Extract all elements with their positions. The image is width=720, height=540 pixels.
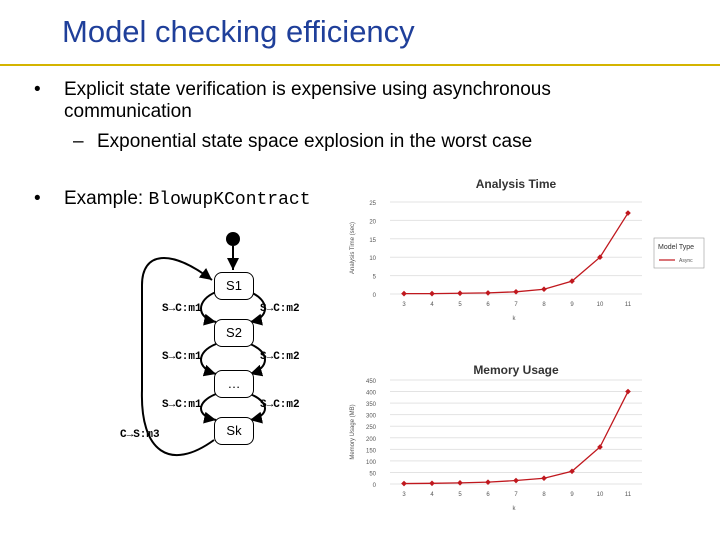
bullet-1-line-2: communication xyxy=(64,101,192,122)
data-point xyxy=(457,290,463,296)
x-tick-label: 8 xyxy=(542,492,546,498)
edge-dots-sk-left xyxy=(201,394,216,420)
legend-entry: Async xyxy=(679,258,693,264)
x-tick-label: 4 xyxy=(430,492,434,498)
x-tick-label: 10 xyxy=(596,492,604,498)
y-tick-label: 15 xyxy=(369,237,376,244)
state-ellipsis: … xyxy=(214,370,254,398)
label-left-3: S→C:m1 xyxy=(162,399,202,411)
state-s1: S1 xyxy=(214,272,254,300)
charts-area xyxy=(342,168,720,536)
x-tick-label: 10 xyxy=(596,302,604,308)
y-tick-label: 200 xyxy=(365,436,376,443)
chart-title: Memory Usage xyxy=(473,363,559,377)
label-right-1: S→C:m2 xyxy=(260,303,300,315)
data-point xyxy=(401,481,407,487)
slide-title: Model checking efficiency xyxy=(62,14,415,49)
x-tick-label: 11 xyxy=(624,302,632,308)
bullet-marker: • xyxy=(34,79,41,100)
data-point xyxy=(485,290,491,296)
bullet-2-prefix: Example: xyxy=(64,188,149,209)
label-left-2: S→C:m1 xyxy=(162,351,202,363)
y-axis-label: Analysis Time (sec) xyxy=(350,221,356,275)
x-tick-label: 8 xyxy=(542,302,546,308)
y-tick-label: 400 xyxy=(365,390,376,397)
y-axis-label: Memory Usage (MB) xyxy=(350,404,356,460)
data-point xyxy=(457,480,463,486)
y-tick-label: 100 xyxy=(365,459,376,466)
sub-bullet-1: Exponential state space explosion in the worst case xyxy=(97,131,533,152)
label-right-2: S→C:m2 xyxy=(260,351,300,363)
x-tick-label: 9 xyxy=(570,492,574,498)
state-s2: S2 xyxy=(214,319,254,347)
x-axis-label: k xyxy=(512,316,516,322)
data-point xyxy=(625,389,631,395)
x-tick-label: 7 xyxy=(514,302,518,308)
x-axis-label: k xyxy=(512,506,516,512)
x-tick-label: 4 xyxy=(430,302,434,308)
x-tick-label: 3 xyxy=(402,492,406,498)
y-tick-label: 0 xyxy=(372,293,376,299)
edge-s1-s2-left xyxy=(201,292,216,322)
y-tick-label: 250 xyxy=(365,425,376,432)
x-tick-label: 3 xyxy=(402,302,406,308)
state-sk: Sk xyxy=(214,417,254,445)
edge-s2-dots-left xyxy=(201,344,216,374)
data-point xyxy=(429,291,435,297)
x-tick-label: 6 xyxy=(486,492,490,498)
data-point xyxy=(401,291,407,297)
bullet-1-line-1: Explicit state verification is expensive using asynchronous xyxy=(64,79,551,100)
x-tick-label: 6 xyxy=(486,302,490,308)
data-point xyxy=(513,478,519,484)
x-tick-label: 9 xyxy=(570,302,574,308)
legend-title: Model Type xyxy=(658,244,695,251)
label-loop: C→S:m3 xyxy=(120,429,160,441)
chart-title: Analysis Time xyxy=(475,177,557,191)
y-tick-label: 300 xyxy=(365,413,376,420)
x-tick-label: 11 xyxy=(624,492,632,498)
label-right-3: S→C:m2 xyxy=(260,399,300,411)
sub-bullet-1-dash: – xyxy=(73,131,84,152)
y-tick-label: 10 xyxy=(369,256,376,263)
bullet-marker: • xyxy=(34,188,41,209)
series-line xyxy=(404,213,628,294)
y-tick-label: 0 xyxy=(372,483,376,489)
data-point xyxy=(541,286,547,292)
data-point xyxy=(541,475,547,481)
y-tick-label: 150 xyxy=(365,448,376,455)
x-tick-label: 5 xyxy=(458,492,462,498)
bullet-2-code: BlowupKContract xyxy=(148,190,311,210)
label-left-1: S→C:m1 xyxy=(162,303,202,315)
y-tick-label: 50 xyxy=(369,471,376,478)
y-tick-label: 25 xyxy=(369,201,376,207)
y-tick-label: 20 xyxy=(369,219,376,226)
x-tick-label: 7 xyxy=(514,492,518,498)
x-tick-label: 5 xyxy=(458,302,462,308)
y-tick-label: 350 xyxy=(365,402,376,409)
initial-state-dot xyxy=(226,232,240,246)
y-tick-label: 5 xyxy=(372,274,376,281)
y-tick-label: 450 xyxy=(365,379,376,385)
data-point xyxy=(429,480,435,486)
